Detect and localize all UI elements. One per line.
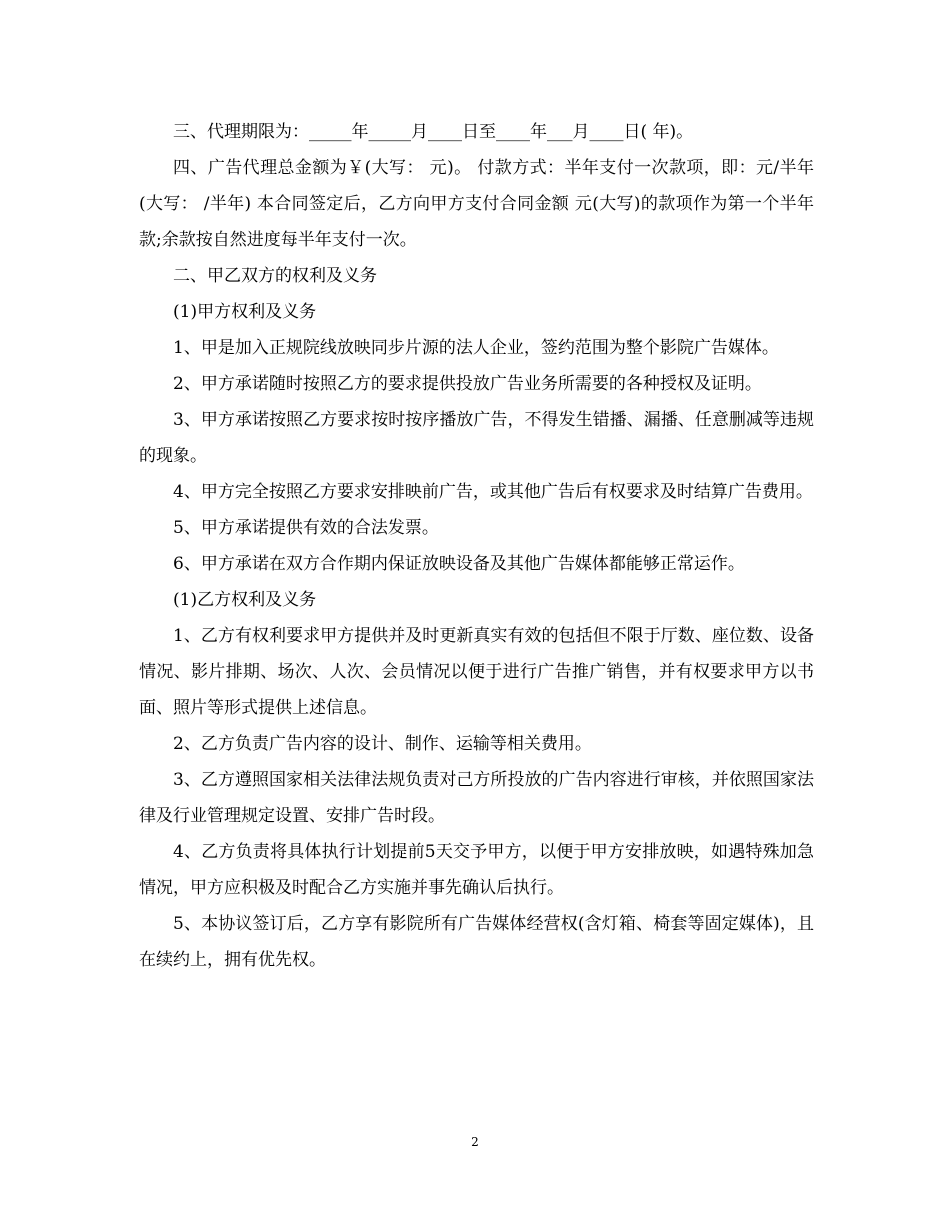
- paragraph-agency-amount: 四、广告代理总金额为￥(大写： 元)。 付款方式：半年支付一次款项，即：元/半年(大写： /半年) 本合同签定后，乙方向甲方支付合同金额 元(大写)的款项作为第一个半年款;余款按自然进度每半年支付一次。: [139, 158, 814, 250]
- paragraph-party-a-item-1: 1、甲是加入正规院线放映同步片源的法人企业，签约范围为整个影院广告媒体。: [173, 338, 779, 358]
- paragraph-party-b-item-2: 2、乙方负责广告内容的设计、制作、运输等相关费用。: [173, 734, 592, 754]
- paragraph-party-b-item-4: 4、乙方负责将具体执行计划提前5天交予甲方，以便于甲方安排放映，如遇特殊加急情况，甲方应积极及时配合乙方实施并事先确认后执行。: [139, 842, 814, 898]
- paragraph-party-b-item-5: 5、本协议签订后，乙方享有影院所有广告媒体经营权(含灯箱、椅套等固定媒体)，且在续约上，拥有优先权。: [139, 914, 814, 970]
- paragraph-party-a-item-5: 5、甲方承诺提供有效的合法发票。: [173, 518, 439, 538]
- paragraph-party-a-item-3: 3、甲方承诺按照乙方要求按时按序播放广告，不得发生错播、漏播、任意删减等违规的现象。: [139, 410, 814, 466]
- paragraph-party-b-item-1: 1、乙方有权利要求甲方提供并及时更新真实有效的包括但不限于厅数、座位数、设备情况、影片排期、场次、人次、会员情况以便于进行广告推广销售，并有权要求甲方以书面、照片等形式提供上述信息。: [139, 626, 814, 718]
- page-number: 2: [471, 1135, 479, 1149]
- subheading-party-b: (1)乙方权利及义务: [173, 590, 317, 610]
- paragraph-party-a-item-2: 2、甲方承诺随时按照乙方的要求提供投放广告业务所需要的各种授权及证明。: [173, 374, 762, 394]
- subheading-party-a: (1)甲方权利及义务: [173, 302, 317, 322]
- section-heading-rights-obligations: 二、甲乙双方的权利及义务: [173, 266, 377, 286]
- paragraph-party-b-item-3: 3、乙方遵照国家相关法律法规负责对己方所投放的广告内容进行审核，并依照国家法律及行业管理规定设置、安排广告时段。: [139, 770, 814, 826]
- document-body: [139, 114, 814, 978]
- paragraph-party-a-item-4: 4、甲方完全按照乙方要求安排映前广告，或其他广告后有权要求及时结算广告费用。: [173, 482, 813, 502]
- paragraph-party-a-item-6: 6、甲方承诺在双方合作期内保证放映设备及其他广告媒体都能够正常运作。: [173, 554, 745, 574]
- paragraph-agency-term: 三、代理期限为：_____年_____月____日至____年___月____日( 年)。: [173, 122, 694, 142]
